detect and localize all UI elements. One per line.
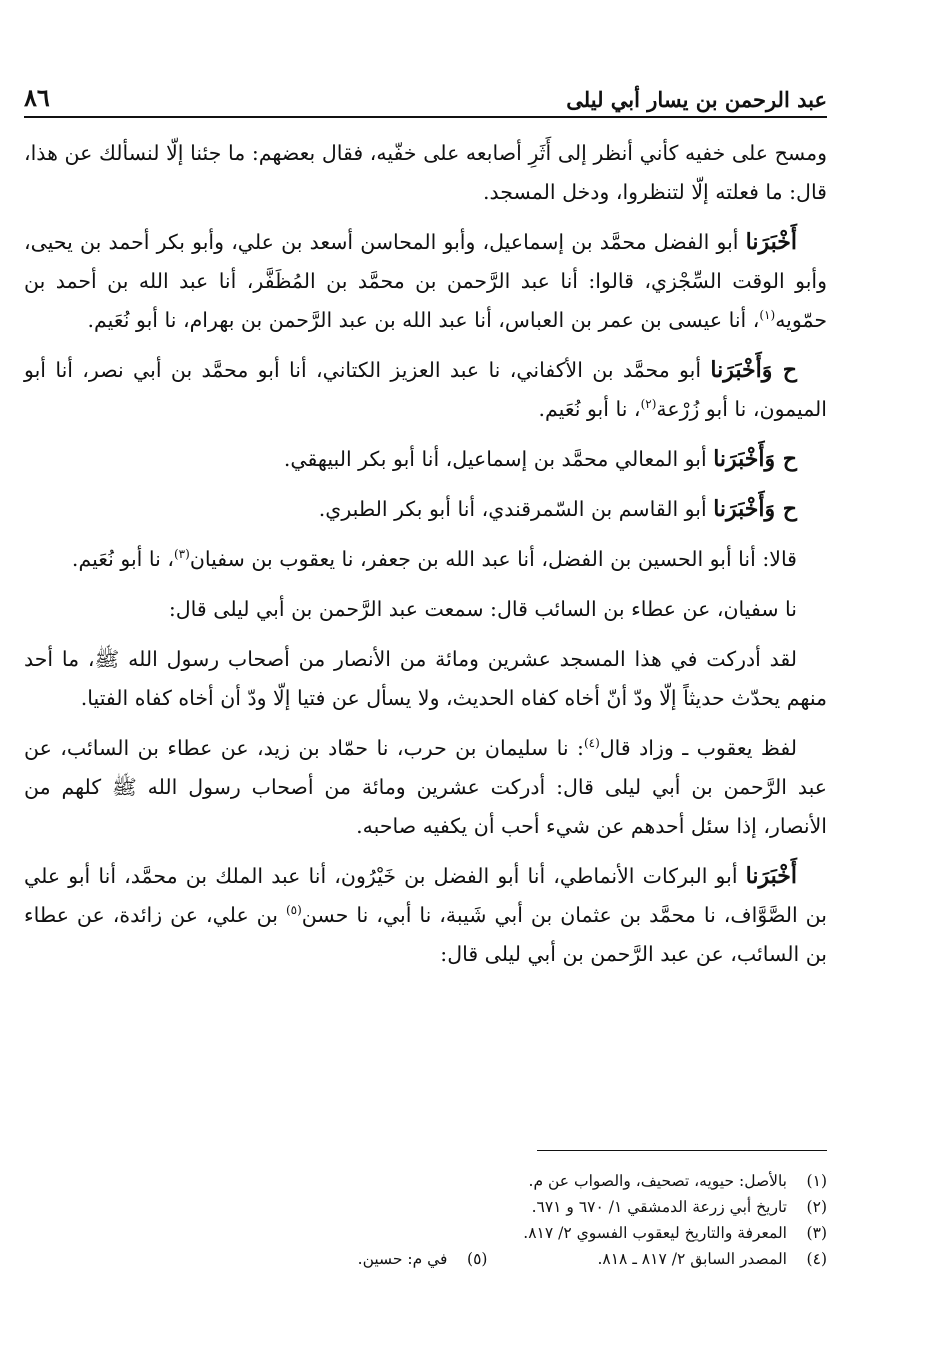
text-run: ، أنا عيسى بن عمر بن العباس، أنا عبد الله بن عبد الرَّحمن بن بهرام، نا أبو نُعَيم.	[87, 308, 760, 332]
text-run: لفظ يعقوب ـ وزاد قال	[599, 736, 797, 760]
text-run: أبو البركات الأنماطي، أنا أبو الفضل بن خَيْرُون، أنا عبد الملك بن محمَّد، أنا أبو علي بن الصَّوَّاف، نا محمَّد بن عثمان بن أبي شَيبة، نا أبي، نا حسن	[24, 864, 827, 927]
text-run: ، نا أبو نُعَيم.	[71, 547, 174, 571]
text-run: : نا سليمان بن حرب، نا حمّاد بن زيد، عن عطاء بن السائب، عن عبد الرَّحمن بن أبي ليلى قال: أدركت عشرين ومائة من أصحاب رسول الله ﷺ كلهم من الأنصار، إذا سئل أحدهم عن شيء أحب أن يكفيه صاحبه.	[24, 736, 827, 838]
footnote-3: (٣)المعرفة والتاريخ ليعقوب الفسوي ٢/ ٨١٧.	[523, 1224, 827, 1242]
keyword-akhbarana: ح وَأَخْبَرَنا	[713, 446, 797, 472]
footnote-separator	[537, 1150, 827, 1151]
footnote-2: (٢)تاريخ أبي زرعة الدمشقي ١/ ٦٧٠ و ٦٧١.	[531, 1198, 827, 1216]
text-run: ومسح على خفيه كأني أنظر إلى أَثَرِ أصابعه على خفّيه، فقال بعضهم: ما جئنا إلّا لنسألك عن هذا، قال: ما فعلته إلّا لتنظروا، ودخل المسجد.	[24, 141, 827, 204]
paragraph-3	[24, 351, 827, 429]
keyword-akhbarana: أَخْبَرَنا	[745, 229, 797, 255]
running-title: عبد الرحمن بن يسار أبي ليلى	[566, 87, 827, 112]
page-header	[24, 72, 827, 118]
text-run: أبو المعالي محمَّد بن إسماعيل، أنا أبو بكر البيهقي.	[283, 447, 714, 471]
paragraph-1	[24, 134, 827, 212]
paragraph-10	[24, 857, 827, 974]
paragraph-7	[24, 590, 827, 629]
footnote-5: (٥)في م: حسين.	[357, 1250, 488, 1268]
text-run: لقد أدركت في هذا المسجد عشرين ومائة من الأنصار من أصحاب رسول الله ﷺ، ما أحد منهم يحدّث حديثاً إلّا ودّ أنّ أخاه كفاه الحديث، ولا يسأل عن فتيا إلّا ودّ أن أخاه كفاه الفتيا.	[24, 647, 827, 710]
footnote-ref: (١)	[759, 308, 776, 323]
page-number: ٨٦	[24, 83, 50, 112]
text-run: ، نا أبو نُعَيم.	[538, 397, 641, 421]
footnote-ref: (٣)	[173, 547, 190, 562]
footnote-ref: (٢)	[640, 397, 657, 412]
text-run: قالا: أنا أبو الحسين بن الفضل، أنا عبد الله بن جعفر، نا يعقوب بن سفيان	[189, 547, 797, 571]
main-text	[24, 134, 827, 985]
footnote-ref: (٥)	[285, 903, 302, 918]
paragraph-5	[24, 490, 827, 529]
text-run: أبو القاسم بن السّمرقندي، أنا أبو بكر الطبري.	[318, 497, 714, 521]
text-run: بن علي، عن زائدة، عن عطاء بن السائب، عن عبد الرَّحمن بن أبي ليلى قال:	[24, 903, 827, 966]
paragraph-2	[24, 223, 827, 340]
keyword-akhbarana: ح وَأَخْبَرَنا	[710, 357, 797, 383]
paragraph-6	[24, 540, 827, 579]
text-run: نا سفيان، عن عطاء بن السائب قال: سمعت عبد الرَّحمن بن أبي ليلى قال:	[168, 597, 797, 621]
text-run: أبو الفضل محمَّد بن إسماعيل، وأبو المحاسن أسعد بن علي، وأبو بكر أحمد بن يحيى، وأبو الوقت السِّجْزي، قالوا: أنا عبد الرَّحمن بن محمَّد بن المُظَفَّر، أنا عبد الله بن أحمد بن حمّويه	[24, 230, 827, 332]
keyword-akhbarana: أَخْبَرَنا	[745, 863, 797, 889]
paragraph-8	[24, 640, 827, 718]
text-run: أبو محمَّد بن الأكفاني، نا عبد العزيز الكتاني، أنا أبو محمَّد بن أبي نصر، أنا أبو الميمون، نا أبو زُرْعة	[24, 358, 827, 421]
paragraph-4	[24, 440, 827, 479]
footnote-4: (٤)المصدر السابق ٢/ ٨١٧ ـ ٨١٨.	[597, 1250, 827, 1268]
footnote-1: (١)بالأصل: حيويه، تصحيف، والصواب عن م.	[528, 1172, 827, 1190]
paragraph-9	[24, 729, 827, 846]
footnote-ref: (٤)	[583, 736, 600, 751]
keyword-akhbarana: ح وَأَخْبَرَنا	[713, 496, 797, 522]
footnotes	[24, 1168, 827, 1272]
